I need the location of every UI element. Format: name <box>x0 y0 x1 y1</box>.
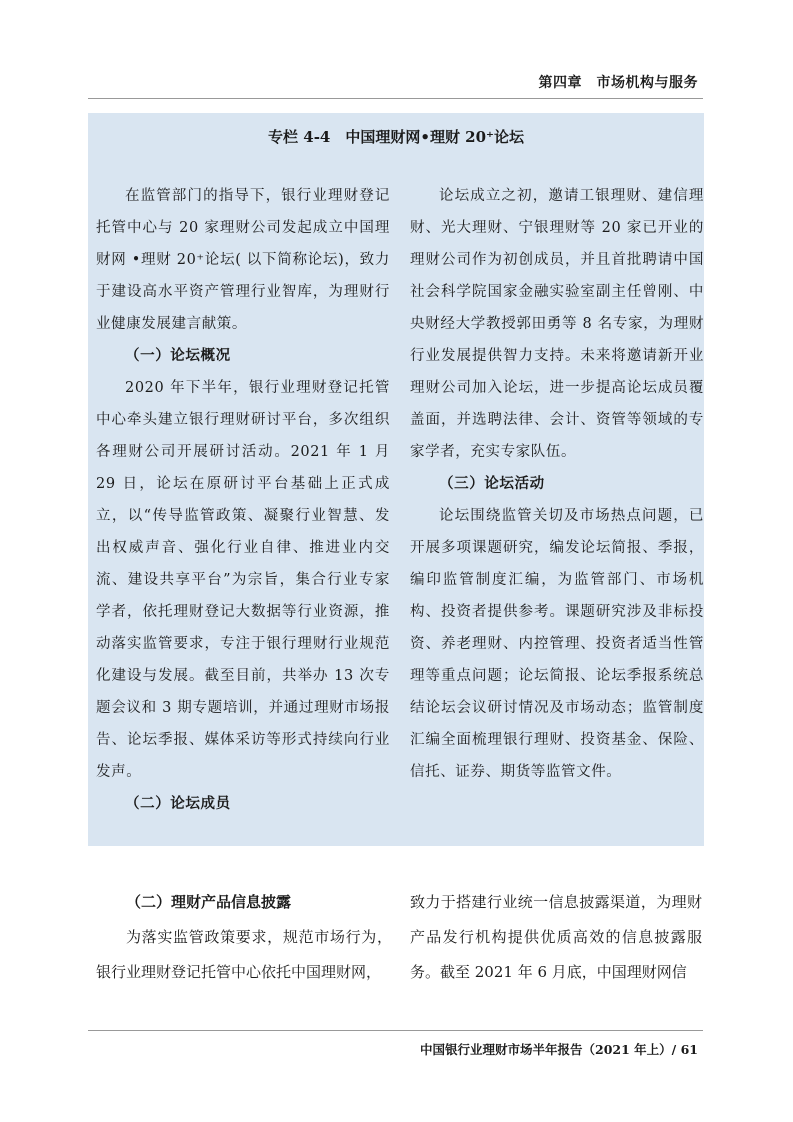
activities-paragraph: 论坛围绕监管关切及市场热点问题，已开展多项课题研究，编发论坛简报、季报，编印监管制度汇编，为监管部门、市场机构、投资者提供参考。课题研究涉及非标投资、养老理财、内控管理、投资者适当性管理等重点问题；论坛简报、论坛季报系统总结论坛会议研讨情况及市场动态；监管制度汇编全面梳理银行理财、投资基金、保险、信托、证券、期货等监管文件。 <box>410 508 704 780</box>
body-section-heading: （二）理财产品信息披露 <box>126 893 292 911</box>
box-left-column <box>96 180 390 820</box>
page-footer: 中国银行业理财市场半年报告（2021 年上）/ 61 <box>420 1042 698 1057</box>
section-heading-members: （二）论坛成员 <box>125 795 231 812</box>
overview-paragraph: 2020 年下半年，银行业理财登记托管中心牵头建立银行理财研讨平台，多次组织各理财公司开展研讨活动。2021 年 1 月 29 日，论坛在原研讨平台基础上正式成立，以“传导监管政策、凝聚行业智慧、发出权威声音、强化行业自律、推进业内交流、建设共享平台”为宗旨，集合行业专家学者，依托理财登记大数据等行业资源，推动落实监管要求，专注于银行理财行业规范化建设与发展。截至目前，共举办 13 次专题会议和 3 期专题培训，并通过理财市场报告、论坛季报、媒体采访等形式持续向行业发声。 <box>96 380 390 780</box>
members-paragraph: 论坛成立之初，邀请工银理财、建信理财、光大理财、宁银理财等 20 家已开业的理财公司作为初创成员，并且首批聘请中国社会科学院国家金融实验室副主任曾刚、中央财经大学教授郭田勇等 8 名专家，为理财行业发展提供智力支持。未来将邀请新开业理财公司加入论坛，进一步提高论坛成员覆盖面，并选聘法律、会计、资管等领域的专家学者，充实专家队伍。 <box>410 188 704 460</box>
footer-divider <box>88 1030 703 1031</box>
section-heading-overview: （一）论坛概况 <box>125 347 231 364</box>
section-heading-activities: （三）论坛活动 <box>439 475 545 492</box>
body-right-paragraph: 致力于搭建行业统一信息披露渠道，为理财产品发行机构提供优质高效的信息披露服务。截至 2021 年 6 月底，中国理财网信 <box>410 893 702 981</box>
box-intro-paragraph: 在监管部门的指导下，银行业理财登记托管中心与 20 家理财公司发起成立中国理财网 •理财 20⁺论坛( 以下简称论坛)，致力于建设高水平资产管理行业智库，为理财行业健康发展建言献策。 <box>96 188 390 332</box>
box-title: 专栏 4-4 中国理财网•理财 20⁺论坛 <box>268 128 524 146</box>
box-right-column <box>410 180 704 788</box>
header-divider <box>88 98 703 99</box>
body-left-column <box>96 885 392 990</box>
body-left-paragraph: 为落实监管政策要求，规范市场行为，银行业理财登记托管中心依托中国理财网， <box>96 928 392 981</box>
chapter-header: 第四章 市场机构与服务 <box>538 75 698 91</box>
body-right-column <box>410 885 702 990</box>
